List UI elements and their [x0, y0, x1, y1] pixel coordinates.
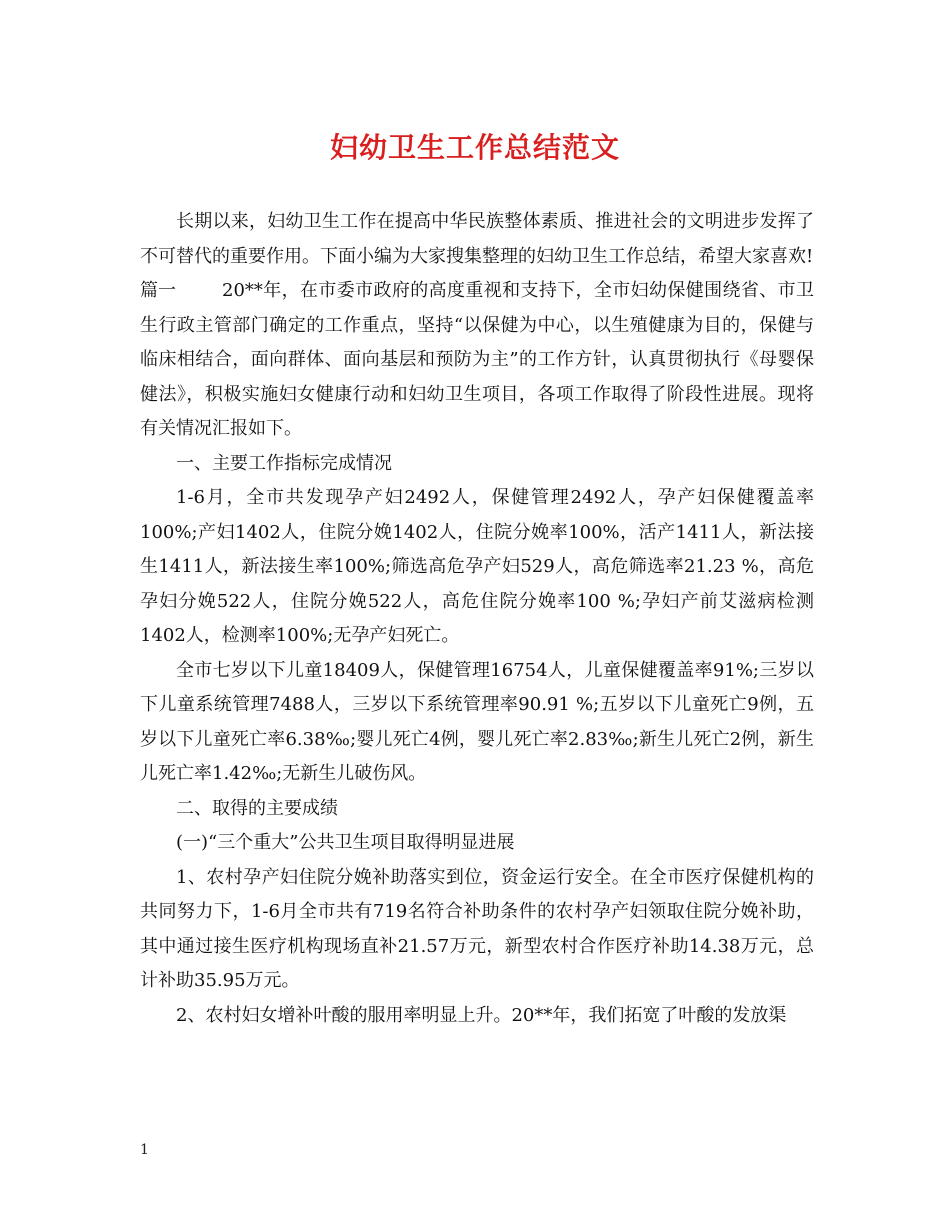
section-label: 篇一	[140, 280, 176, 301]
heading-achievements: 二、取得的主要成绩	[176, 797, 338, 819]
indicators-paragraph-children: 全市七岁以下儿童18409人，保健管理16754人，儿童保健覆盖率91%;三岁以下儿童系统管理7488人，三岁以下系统管理率90.91 %;五岁以下儿童死亡9例，五岁以下儿童死亡率6.38‰;婴儿死亡4例，婴儿死亡率2.83‰;新生儿死亡2例，新生儿死亡率1.42‰;无新生儿破伤风。	[140, 659, 814, 784]
achievement-paragraph-1: 1、农村孕产妇住院分娩补助落实到位，资金运行安全。在全市医疗保健机构的共同努力下，1-6月全市共有719名符合补助条件的农村孕产妇领取住院分娩补助，其中通过接生医疗机构现场直补21.57万元，新型农村合作医疗补助14.38万元，总计补助35.95万元。	[140, 866, 814, 991]
heading-main-indicators: 一、主要工作指标完成情况	[176, 452, 392, 474]
section-1-paragraph	[140, 274, 814, 447]
document-body	[140, 205, 814, 1033]
section-1-text: 20**年，在市委市政府的高度重视和支持下，全市妇幼保健围绕省、市卫生行政主管部门确定的工作重点，坚持“以保健为中心，以生殖健康为目的，保健与临床相结合，面向群体、面向基层和预防为主”的工作方针，认真贯彻执行《母婴保健法》，积极实施妇女健康行动和妇幼卫生项目，各项工作取得了阶段性进展。现将有关情况汇报如下。	[140, 280, 814, 439]
page-title: 妇幼卫生工作总结范文	[329, 131, 620, 164]
page-number: 1	[140, 1142, 149, 1158]
subheading-public-health-projects: (一)“三个重大”公共卫生项目取得明显进展	[176, 832, 515, 853]
indicators-paragraph-maternal: 1-6月，全市共发现孕产妇2492人，保健管理2492人，孕产妇保健覆盖率100%;产妇1402人，住院分娩1402人，住院分娩率100%，活产1411人，新法接生1411人，新法接生率100%;筛选高危孕产妇529人，高危筛选率21.23 %，高危孕妇分娩522人，住院分娩522人，高危住院分娩率100 %;孕妇产前艾滋病检测1402人，检测率100%;无孕产妇死亡。	[140, 487, 814, 646]
achievement-paragraph-2: 2、农村妇女增补叶酸的服用率明显上升。20**年，我们拓宽了叶酸的发放渠	[176, 1004, 787, 1026]
intro-paragraph: 长期以来，妇幼卫生工作在提高中华民族整体素质、推进社会的文明进步发挥了不可替代的重要作用。下面小编为大家搜集整理的妇幼卫生工作总结，希望大家喜欢!	[140, 211, 814, 267]
